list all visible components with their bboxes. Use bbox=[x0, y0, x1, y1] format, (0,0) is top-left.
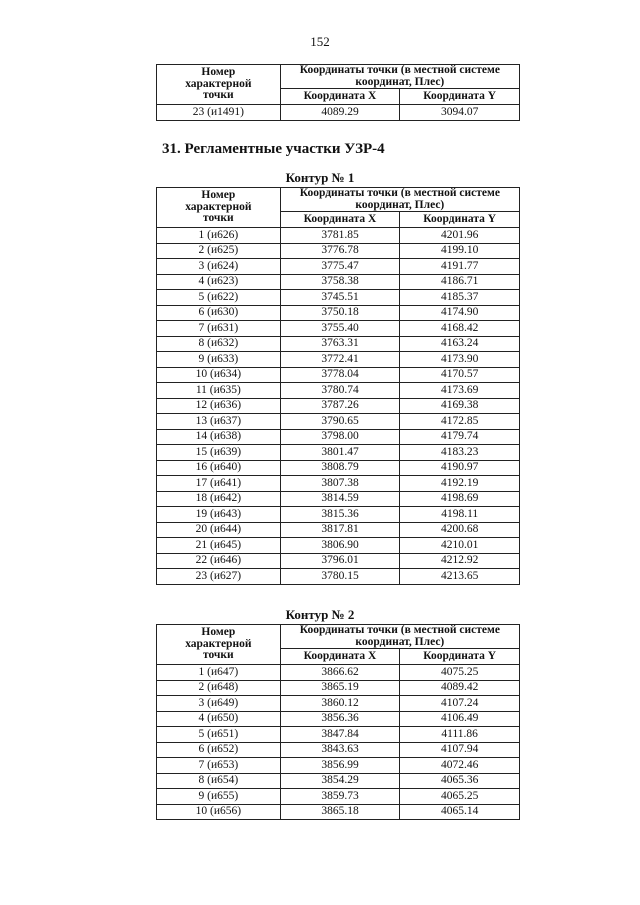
header-coordinates: Координаты точки (в местной системе координат, Плес) bbox=[280, 188, 519, 212]
cell-point-number: 7 (и631) bbox=[157, 321, 281, 337]
cell-coordinate-x: 3856.36 bbox=[280, 711, 400, 727]
cell-point-number: 17 (и641) bbox=[157, 476, 281, 492]
header-coordinates: Координаты точки (в местной системе координат, Плес) bbox=[280, 625, 519, 649]
table-row bbox=[157, 665, 520, 681]
cell-point-number: 9 (и633) bbox=[157, 352, 281, 368]
cell-coordinate-y: 4210.01 bbox=[400, 538, 520, 554]
cell-coordinate-x: 3755.40 bbox=[280, 321, 400, 337]
cell-coordinate-y: 4174.90 bbox=[400, 305, 520, 321]
cell-point-number: 8 (и632) bbox=[157, 336, 281, 352]
table-row bbox=[157, 274, 520, 290]
cell-coordinate-y: 4173.69 bbox=[400, 383, 520, 399]
cell-coordinate-x: 3780.15 bbox=[280, 569, 400, 585]
table-row bbox=[157, 522, 520, 538]
cell-point-number: 18 (и642) bbox=[157, 491, 281, 507]
contour-1-title: Контур № 1 bbox=[285, 170, 355, 185]
table-row bbox=[157, 321, 520, 337]
cell-coordinate-y: 4170.57 bbox=[400, 367, 520, 383]
table-row bbox=[157, 758, 520, 774]
cell-coordinate-x: 3790.65 bbox=[280, 414, 400, 430]
cell-point-number: 23 (и1491) bbox=[157, 105, 281, 121]
table-row bbox=[157, 538, 520, 554]
cell-point-number: 5 (и651) bbox=[157, 727, 281, 743]
table-row bbox=[157, 352, 520, 368]
header-coordinate-y: Координата Y bbox=[400, 649, 520, 665]
cell-coordinate-y: 4192.19 bbox=[400, 476, 520, 492]
header-coordinate-x: Координата X bbox=[280, 649, 400, 665]
cell-coordinate-y: 4183.23 bbox=[400, 445, 520, 461]
continued-coordinates-table bbox=[156, 64, 520, 121]
cell-point-number: 5 (и622) bbox=[157, 290, 281, 306]
cell-point-number: 3 (и649) bbox=[157, 696, 281, 712]
cell-point-number: 22 (и646) bbox=[157, 553, 281, 569]
cell-coordinate-x: 3780.74 bbox=[280, 383, 400, 399]
table-row bbox=[157, 305, 520, 321]
cell-point-number: 1 (и626) bbox=[157, 228, 281, 244]
table-row bbox=[157, 398, 520, 414]
cell-coordinate-x: 3843.63 bbox=[280, 742, 400, 758]
cell-coordinate-y: 4198.69 bbox=[400, 491, 520, 507]
cell-point-number: 14 (и638) bbox=[157, 429, 281, 445]
cell-point-number: 19 (и643) bbox=[157, 507, 281, 523]
table-row bbox=[157, 491, 520, 507]
header-coordinates: Координаты точки (в местной системе координат, Плес) bbox=[280, 65, 519, 89]
table-row bbox=[157, 414, 520, 430]
cell-point-number: 12 (и636) bbox=[157, 398, 281, 414]
cell-coordinate-x: 3807.38 bbox=[280, 476, 400, 492]
table-row bbox=[157, 445, 520, 461]
table-row bbox=[157, 742, 520, 758]
cell-coordinate-y: 4213.65 bbox=[400, 569, 520, 585]
cell-coordinate-x: 3801.47 bbox=[280, 445, 400, 461]
cell-point-number: 3 (и624) bbox=[157, 259, 281, 275]
table-row bbox=[157, 290, 520, 306]
table-row bbox=[157, 789, 520, 805]
header-coordinate-x: Координата X bbox=[280, 89, 400, 105]
header-point-number: Номер характерной точки bbox=[157, 65, 281, 105]
table-row bbox=[157, 773, 520, 789]
cell-coordinate-y: 4075.25 bbox=[400, 665, 520, 681]
cell-coordinate-x: 3814.59 bbox=[280, 491, 400, 507]
cell-point-number: 6 (и652) bbox=[157, 742, 281, 758]
cell-coordinate-y: 4107.94 bbox=[400, 742, 520, 758]
cell-coordinate-x: 3806.90 bbox=[280, 538, 400, 554]
cell-coordinate-x: 3865.18 bbox=[280, 804, 400, 820]
cell-coordinate-x: 3866.62 bbox=[280, 665, 400, 681]
cell-coordinate-x: 3817.81 bbox=[280, 522, 400, 538]
cell-coordinate-y: 4199.10 bbox=[400, 243, 520, 259]
cell-coordinate-y: 4190.97 bbox=[400, 460, 520, 476]
contour-2-title: Контур № 2 bbox=[285, 607, 355, 622]
cell-point-number: 10 (и634) bbox=[157, 367, 281, 383]
table-row bbox=[157, 429, 520, 445]
cell-point-number: 13 (и637) bbox=[157, 414, 281, 430]
table-row bbox=[157, 804, 520, 820]
table-row bbox=[157, 243, 520, 259]
cell-coordinate-y: 3094.07 bbox=[400, 105, 520, 121]
header-point-number: Номер характерной точки bbox=[157, 188, 281, 228]
cell-coordinate-x: 3763.31 bbox=[280, 336, 400, 352]
table-row bbox=[157, 105, 520, 121]
cell-coordinate-y: 4065.36 bbox=[400, 773, 520, 789]
table-row bbox=[157, 553, 520, 569]
table-row bbox=[157, 383, 520, 399]
table-row bbox=[157, 336, 520, 352]
cell-coordinate-y: 4107.24 bbox=[400, 696, 520, 712]
cell-coordinate-x: 3778.04 bbox=[280, 367, 400, 383]
page-number: 152 bbox=[310, 34, 330, 49]
cell-coordinate-y: 4065.25 bbox=[400, 789, 520, 805]
cell-point-number: 4 (и623) bbox=[157, 274, 281, 290]
cell-coordinate-y: 4200.68 bbox=[400, 522, 520, 538]
cell-coordinate-y: 4089.42 bbox=[400, 680, 520, 696]
cell-coordinate-y: 4198.11 bbox=[400, 507, 520, 523]
cell-coordinate-x: 3750.18 bbox=[280, 305, 400, 321]
cell-coordinate-x: 3865.19 bbox=[280, 680, 400, 696]
cell-coordinate-y: 4173.90 bbox=[400, 352, 520, 368]
cell-coordinate-x: 3772.41 bbox=[280, 352, 400, 368]
cell-point-number: 20 (и644) bbox=[157, 522, 281, 538]
cell-point-number: 10 (и656) bbox=[157, 804, 281, 820]
table-row bbox=[157, 727, 520, 743]
table-row bbox=[157, 460, 520, 476]
cell-coordinate-y: 4212.92 bbox=[400, 553, 520, 569]
cell-coordinate-x: 3847.84 bbox=[280, 727, 400, 743]
header-coordinate-y: Координата Y bbox=[400, 89, 520, 105]
cell-coordinate-y: 4106.49 bbox=[400, 711, 520, 727]
cell-coordinate-x: 3776.78 bbox=[280, 243, 400, 259]
cell-coordinate-y: 4065.14 bbox=[400, 804, 520, 820]
contour-2-table bbox=[156, 624, 520, 820]
cell-coordinate-x: 3859.73 bbox=[280, 789, 400, 805]
cell-coordinate-y: 4111.86 bbox=[400, 727, 520, 743]
cell-point-number: 7 (и653) bbox=[157, 758, 281, 774]
cell-coordinate-y: 4172.85 bbox=[400, 414, 520, 430]
cell-coordinate-x: 3854.29 bbox=[280, 773, 400, 789]
cell-coordinate-x: 3787.26 bbox=[280, 398, 400, 414]
table-row bbox=[157, 259, 520, 275]
cell-coordinate-y: 4201.96 bbox=[400, 228, 520, 244]
cell-point-number: 1 (и647) bbox=[157, 665, 281, 681]
cell-coordinate-x: 3808.79 bbox=[280, 460, 400, 476]
cell-point-number: 4 (и650) bbox=[157, 711, 281, 727]
cell-coordinate-x: 3796.01 bbox=[280, 553, 400, 569]
cell-point-number: 6 (и630) bbox=[157, 305, 281, 321]
table-row bbox=[157, 569, 520, 585]
table-row bbox=[157, 696, 520, 712]
cell-coordinate-y: 4169.38 bbox=[400, 398, 520, 414]
cell-coordinate-y: 4163.24 bbox=[400, 336, 520, 352]
table-row bbox=[157, 228, 520, 244]
cell-coordinate-x: 3860.12 bbox=[280, 696, 400, 712]
cell-coordinate-y: 4185.37 bbox=[400, 290, 520, 306]
cell-point-number: 8 (и654) bbox=[157, 773, 281, 789]
header-coordinate-y: Координата Y bbox=[400, 212, 520, 228]
cell-coordinate-y: 4072.46 bbox=[400, 758, 520, 774]
cell-coordinate-x: 3775.47 bbox=[280, 259, 400, 275]
contour-1-table bbox=[156, 187, 520, 585]
cell-point-number: 2 (и625) bbox=[157, 243, 281, 259]
header-coordinate-x: Координата X bbox=[280, 212, 400, 228]
cell-point-number: 15 (и639) bbox=[157, 445, 281, 461]
cell-coordinate-x: 3745.51 bbox=[280, 290, 400, 306]
cell-point-number: 23 (и627) bbox=[157, 569, 281, 585]
header-point-number: Номер характерной точки bbox=[157, 625, 281, 665]
cell-point-number: 2 (и648) bbox=[157, 680, 281, 696]
cell-coordinate-x: 4089.29 bbox=[280, 105, 400, 121]
cell-point-number: 21 (и645) bbox=[157, 538, 281, 554]
cell-point-number: 9 (и655) bbox=[157, 789, 281, 805]
section-heading: 31. Регламентные участки УЗР-4 bbox=[162, 141, 385, 157]
table-row bbox=[157, 711, 520, 727]
table-row bbox=[157, 476, 520, 492]
cell-coordinate-y: 4179.74 bbox=[400, 429, 520, 445]
cell-coordinate-y: 4168.42 bbox=[400, 321, 520, 337]
table-row bbox=[157, 507, 520, 523]
cell-coordinate-x: 3798.00 bbox=[280, 429, 400, 445]
cell-coordinate-x: 3758.38 bbox=[280, 274, 400, 290]
table-row bbox=[157, 680, 520, 696]
cell-point-number: 16 (и640) bbox=[157, 460, 281, 476]
cell-coordinate-x: 3856.99 bbox=[280, 758, 400, 774]
cell-coordinate-y: 4186.71 bbox=[400, 274, 520, 290]
cell-point-number: 11 (и635) bbox=[157, 383, 281, 399]
table-row bbox=[157, 367, 520, 383]
cell-coordinate-x: 3815.36 bbox=[280, 507, 400, 523]
cell-coordinate-y: 4191.77 bbox=[400, 259, 520, 275]
cell-coordinate-x: 3781.85 bbox=[280, 228, 400, 244]
